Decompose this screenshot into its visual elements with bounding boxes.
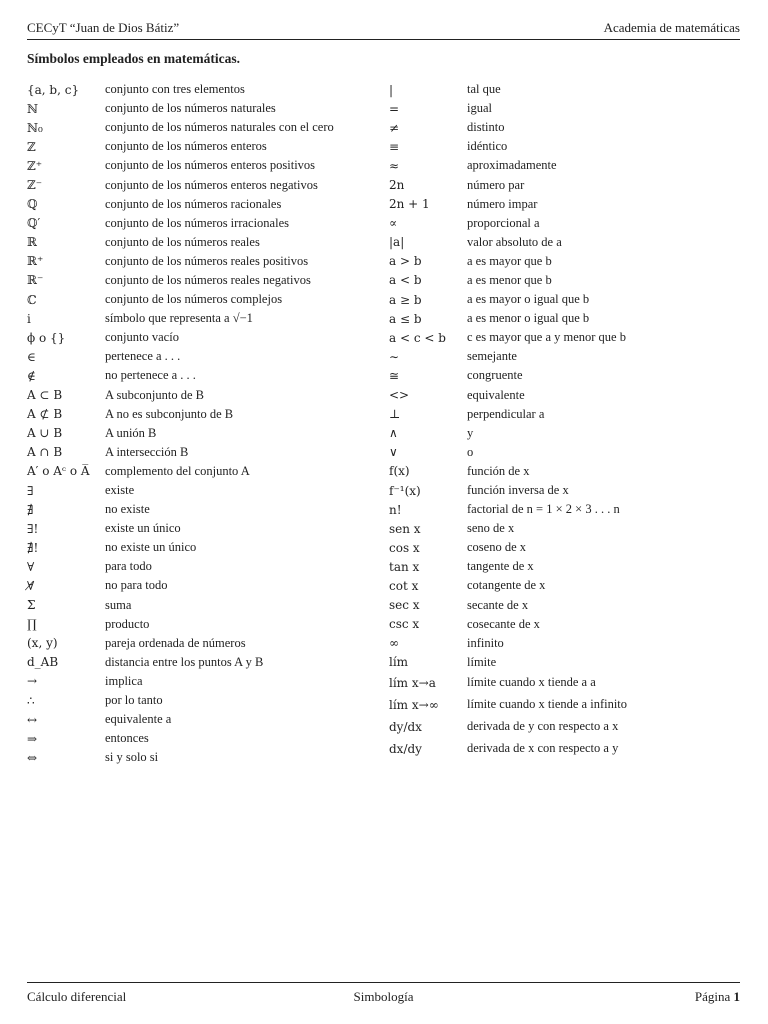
symbol-row <box>27 462 334 481</box>
symbol: i <box>27 311 31 326</box>
symbol-description: no existe <box>105 502 150 517</box>
symbol-description: idéntico <box>467 139 508 154</box>
symbol-row <box>389 576 627 595</box>
symbol-description: conjunto de los números naturales <box>105 101 276 116</box>
symbol-row <box>27 519 334 538</box>
symbol-row <box>27 557 334 576</box>
symbol-description: semejante <box>467 349 517 364</box>
symbol-description: proporcional a <box>467 215 540 230</box>
symbol-description: conjunto de los números racionales <box>105 196 282 211</box>
symbol-row <box>389 137 627 156</box>
symbol: a ≥ b <box>389 292 422 307</box>
symbol: f⁻¹(x) <box>389 483 421 498</box>
symbol: 2n <box>389 178 405 193</box>
symbol-row <box>389 99 627 118</box>
symbol-description: aproximadamente <box>467 158 557 173</box>
symbol-description: suma <box>105 597 132 612</box>
symbol: ∄ <box>27 502 34 517</box>
symbol: lím <box>389 655 409 670</box>
symbol-row <box>27 156 334 175</box>
symbol-description: A subconjunto de B <box>105 387 204 402</box>
symbol-description: función inversa de x <box>467 483 569 498</box>
symbol: ∼ <box>389 349 400 364</box>
symbol: ≡ <box>389 139 400 154</box>
symbol-row <box>27 596 334 615</box>
symbol: A ⊂ B <box>27 388 63 403</box>
symbol-row <box>27 195 334 214</box>
symbol: = <box>389 101 400 116</box>
symbol-row <box>27 500 334 519</box>
symbol-description: o <box>467 444 474 459</box>
symbol-description: no existe un único <box>105 540 197 555</box>
symbol-description: función de x <box>467 463 530 478</box>
symbol-description: coseno de x <box>467 540 527 555</box>
symbol-row <box>27 366 334 385</box>
symbol: ℚ′ <box>27 216 41 231</box>
footer-page-number: 1 <box>733 989 740 1004</box>
symbol: ∃ <box>27 483 34 498</box>
symbol-description: para todo <box>105 559 152 574</box>
left-symbol-column <box>27 80 334 767</box>
symbol: cot x <box>389 578 419 593</box>
symbol: ℕ <box>27 101 38 116</box>
symbol-description: equivalente a <box>105 712 172 727</box>
symbol-row <box>27 214 334 233</box>
symbol-row <box>27 80 334 99</box>
symbol: {a, b, c} <box>27 82 80 97</box>
symbol-row <box>389 271 627 290</box>
symbol: ∏ <box>27 617 37 632</box>
symbol: ⇒ <box>27 731 38 746</box>
symbol: ∃! <box>27 521 39 536</box>
symbol: ∀̸ <box>27 578 35 593</box>
symbol-row <box>389 405 627 424</box>
symbol-row <box>389 118 627 137</box>
symbol-description: infinito <box>467 635 504 650</box>
symbol-row <box>389 634 627 653</box>
symbol-row <box>389 615 627 634</box>
symbol-row <box>389 156 627 175</box>
symbol: tan x <box>389 559 420 574</box>
symbol-row <box>27 653 334 672</box>
footer-page-label: Página <box>694 989 731 1004</box>
symbol: Σ <box>27 598 36 613</box>
symbol-description: a es menor o igual que b <box>467 311 590 326</box>
symbol: ℤ⁻ <box>27 178 43 193</box>
symbol-row <box>389 252 627 271</box>
symbol-row <box>27 538 334 557</box>
symbol-description: c es mayor que a y menor que b <box>467 330 626 345</box>
symbol-row <box>27 672 334 691</box>
right-symbol-column <box>389 80 627 760</box>
symbol-row <box>389 462 627 481</box>
symbol-description: conjunto de los números complejos <box>105 292 283 307</box>
symbol: ℝ⁻ <box>27 273 44 288</box>
symbol-description: valor absoluto de a <box>467 234 562 249</box>
symbol: lím x→∞ <box>389 697 439 712</box>
symbol-description: A intersección B <box>105 444 189 459</box>
symbol-description: cosecante de x <box>467 616 540 631</box>
symbol-row <box>27 328 334 347</box>
symbol: ↔ <box>27 712 38 727</box>
symbol-row <box>27 386 334 405</box>
symbol-description: conjunto de los números irracionales <box>105 215 289 230</box>
symbol: a < c < b <box>389 330 446 345</box>
symbol-description: no para todo <box>105 578 168 593</box>
symbol: cos x <box>389 540 420 555</box>
symbol-row <box>389 500 627 519</box>
symbol: → <box>27 674 38 689</box>
symbol-description: A no es subconjunto de B <box>105 406 234 421</box>
symbol: a ≤ b <box>389 311 422 326</box>
footer-topic: Simbología <box>353 989 414 1004</box>
symbol: d_AB <box>27 655 59 670</box>
symbol: |a| <box>389 235 405 250</box>
symbol-row <box>389 443 627 462</box>
symbol-description: pareja ordenada de números <box>105 635 246 650</box>
symbol-row <box>389 519 627 538</box>
symbol: (x, y) <box>27 636 58 651</box>
symbol: ℝ <box>27 235 37 250</box>
symbol-row <box>27 252 334 271</box>
symbol-row <box>27 691 334 710</box>
symbol-row <box>389 596 627 615</box>
symbol-row <box>27 118 334 137</box>
symbol: dy/dx <box>389 719 422 734</box>
symbol: ⇔ <box>27 750 38 765</box>
symbol-description: límite cuando x tiende a a <box>467 675 596 690</box>
symbol-row <box>389 738 627 760</box>
symbol-row <box>389 653 627 672</box>
symbol-description: símbolo que representa a √−1 <box>105 311 253 326</box>
symbol-description: conjunto de los números enteros positivos <box>105 158 316 173</box>
symbol: <> <box>389 388 410 403</box>
symbol-row <box>27 271 334 290</box>
symbol-row <box>389 328 627 347</box>
symbol-description: a es mayor o igual que b <box>467 292 590 307</box>
symbol-row <box>27 347 334 366</box>
symbol: csc x <box>389 617 420 632</box>
symbol: ∝ <box>389 216 398 231</box>
symbol-row <box>27 99 334 118</box>
symbol: ℕ₀ <box>27 120 43 135</box>
symbol-description: si y solo si <box>105 750 159 765</box>
symbol-description: y <box>467 425 474 440</box>
header-academy: Academia de matemáticas <box>603 20 740 35</box>
symbol-row <box>389 424 627 443</box>
symbol-description: entonces <box>105 731 149 746</box>
symbol-row <box>389 233 627 252</box>
page-footer <box>27 982 740 1005</box>
symbol-description: derivada de x con respecto a y <box>467 741 619 756</box>
symbol-row <box>389 366 627 385</box>
symbol-row <box>27 233 334 252</box>
symbol: ∧ <box>389 426 398 441</box>
symbol-description: límite cuando x tiende a infinito <box>467 697 628 712</box>
symbol-description: perpendicular a <box>467 406 545 421</box>
header-school: CECyT “Juan de Dios Bátiz” <box>27 20 180 35</box>
symbol-row <box>27 424 334 443</box>
symbol-row <box>27 576 334 595</box>
symbol: sec x <box>389 598 420 613</box>
symbol-row <box>27 615 334 634</box>
symbol-description: complemento del conjunto A <box>105 463 250 478</box>
symbol-row <box>27 175 334 194</box>
symbol-description: cotangente de x <box>467 578 546 593</box>
symbol-description: conjunto de los números reales negativos <box>105 272 311 287</box>
symbol-description: igual <box>467 101 492 116</box>
symbol-description: factorial de n = 1 × 2 × 3 . . . n <box>467 502 620 517</box>
symbol: ∄! <box>27 540 39 555</box>
symbol-row <box>27 137 334 156</box>
symbol: ℚ <box>27 197 38 212</box>
symbol: ℝ⁺ <box>27 254 44 269</box>
symbol-description: distinto <box>467 120 505 135</box>
symbol-row <box>389 80 627 99</box>
symbol-description: existe un único <box>105 521 181 536</box>
symbol-description: conjunto de los números reales <box>105 234 260 249</box>
symbol-row <box>389 347 627 366</box>
symbol-description: conjunto con tres elementos <box>105 82 245 97</box>
symbol: ϕ o {} <box>27 330 66 345</box>
symbol-row <box>389 538 627 557</box>
symbol-row <box>27 729 334 748</box>
symbol: A′ o Aᶜ o A̅ <box>27 464 90 479</box>
symbol: ∀ <box>27 559 35 574</box>
symbol-description: número par <box>467 177 525 192</box>
symbol-row <box>389 716 627 738</box>
symbol: A ∩ B <box>27 445 63 460</box>
symbol: ∞ <box>389 636 399 651</box>
symbol-description: conjunto vacío <box>105 330 179 345</box>
symbol-row <box>389 694 627 716</box>
symbol-description: A unión B <box>105 425 157 440</box>
symbol-row <box>27 443 334 462</box>
symbol-row <box>27 748 334 767</box>
symbol-description: conjunto de los números naturales con el cero <box>105 120 334 135</box>
symbol: ∨ <box>389 445 398 460</box>
symbol-description: a es menor que b <box>467 272 552 287</box>
symbol-description: límite <box>467 654 497 669</box>
symbol: lím x→a <box>389 675 436 690</box>
symbol-description: a es mayor que b <box>467 253 552 268</box>
symbol-description: conjunto de los números enteros <box>105 139 267 154</box>
symbol-row <box>27 481 334 500</box>
symbol-row <box>27 290 334 309</box>
symbol-row <box>27 309 334 328</box>
symbol-description: implica <box>105 673 143 688</box>
symbol: sen x <box>389 521 421 536</box>
symbol: ≠ <box>389 120 400 135</box>
symbol-row <box>389 481 627 500</box>
symbol: ∈ <box>27 349 36 364</box>
symbol-description: equivalente <box>467 387 525 402</box>
symbol: ≅ <box>389 368 400 383</box>
symbol: a > b <box>389 254 422 269</box>
symbol-description: tal que <box>467 82 501 97</box>
symbol-row <box>389 195 627 214</box>
symbol-row <box>389 309 627 328</box>
symbol-description: derivada de y con respecto a x <box>467 719 619 734</box>
symbol-description: distancia entre los puntos A y B <box>105 654 264 669</box>
symbol: ℤ <box>27 139 36 154</box>
symbol: f(x) <box>389 464 410 479</box>
symbol-row <box>27 710 334 729</box>
symbol: ∉ <box>27 368 36 383</box>
symbol: | <box>389 82 394 97</box>
symbol: a < b <box>389 273 422 288</box>
symbol: ℂ <box>27 292 37 307</box>
symbol-description: producto <box>105 616 150 631</box>
section-title: Símbolos empleados en matemáticas. <box>27 51 240 66</box>
symbol-description: congruente <box>467 368 523 383</box>
symbol-description: secante de x <box>467 597 529 612</box>
symbol: A ∪ B <box>27 426 63 441</box>
symbol: ∴ <box>27 693 35 708</box>
symbol-description: tangente de x <box>467 559 534 574</box>
symbol: dx/dy <box>389 741 422 756</box>
symbol-row <box>389 290 627 309</box>
symbol-row <box>389 557 627 576</box>
symbol-row <box>389 175 627 194</box>
symbol-description: conjunto de los números reales positivos <box>105 253 309 268</box>
symbol: ≈ <box>389 158 400 173</box>
symbol-row <box>389 386 627 405</box>
symbol-row <box>27 634 334 653</box>
symbol: ⊥ <box>389 407 401 422</box>
symbol-row <box>389 672 627 694</box>
symbol-description: por lo tanto <box>105 693 163 708</box>
symbol-row <box>27 405 334 424</box>
symbol-description: número impar <box>467 196 538 211</box>
symbol: ℤ⁺ <box>27 158 43 173</box>
symbol: A ⊄ B <box>27 407 63 422</box>
symbol-description: existe <box>105 483 135 498</box>
symbol-row <box>389 214 627 233</box>
symbol-description: conjunto de los números enteros negativos <box>105 177 318 192</box>
symbol: n! <box>389 502 402 517</box>
symbol-description: no pertenece a . . . <box>105 368 196 383</box>
footer-course: Cálculo diferencial <box>27 989 127 1004</box>
symbol-description: pertenece a . . . <box>105 349 181 364</box>
symbol-description: seno de x <box>467 521 515 536</box>
page-header <box>27 20 740 40</box>
symbol: 2n + 1 <box>389 197 430 212</box>
